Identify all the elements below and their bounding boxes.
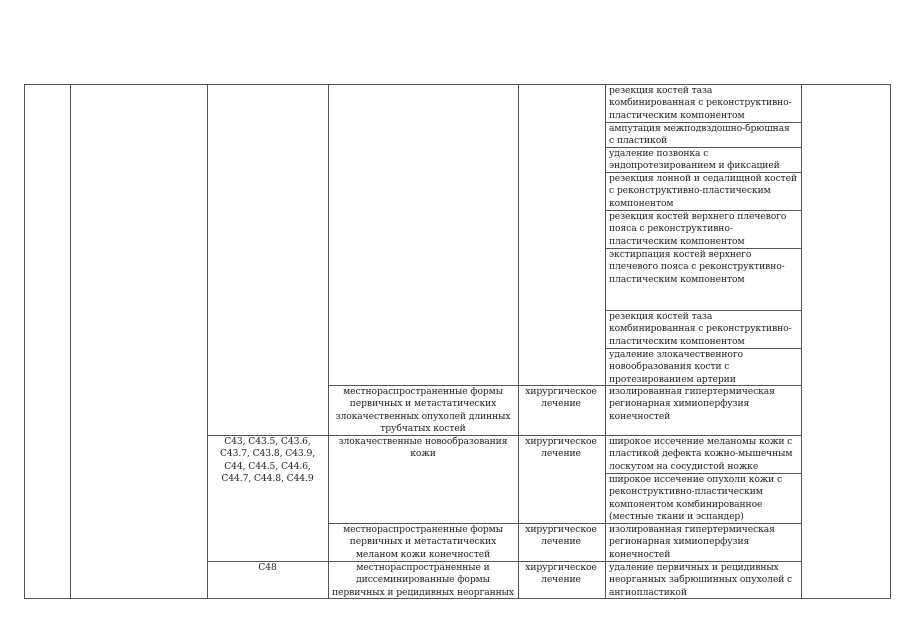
treatment-cell: хирургическое лечение [525, 436, 597, 460]
procedure-cell: экстирпация костей верхнего плечевого пояса с реконструктивно-пластическим компонентом [609, 249, 785, 285]
table-rule-vertical [605, 84, 606, 599]
procedure-cell: изолированная гипертермическая регионарная химиоперфузия конечностей [609, 524, 775, 560]
treatment-cell: хирургическое лечение [525, 524, 597, 548]
procedure-cell: удаление первичных и рецидивных неорганных забрюшинных опухолей с ангиопластикой [609, 562, 793, 598]
procedure-cell: резекция костей таза комбинированная с реконструктивно-пластическим компонентом [609, 311, 792, 347]
diagnosis-cell: злокачественные новообразования кожи [338, 436, 508, 460]
procedure-cell: ампутация межподвздошно-брюшная с пластикой [609, 123, 790, 147]
procedure-cell: широкое иссечение опухоли кожи с реконструктивно-пластическим компонентом комбинированное (местные ткани и эспандер) [609, 474, 783, 523]
procedure-cell: удаление позвонка с эндопротезированием и фиксацией [609, 148, 780, 172]
icd-codes-cell: C48 [258, 562, 277, 573]
procedure-cell: изолированная гипертермическая регионарная химиоперфузия конечностей [609, 386, 775, 422]
diagnosis-cell: местнораспространенные формы первичных и метастатических злокачественных опухолей длинных трубчатых костей [335, 386, 511, 435]
icd-codes-cell: C43, C43.5, C43.6, C43.7, C43.8, C43.9, C44, C44.5, C44.6, C44.7, C44.8, C44.9 [219, 436, 316, 485]
table-rule-horizontal [24, 598, 891, 599]
table-rule-vertical [801, 84, 802, 599]
treatment-cell: хирургическое лечение [525, 386, 597, 410]
table-rule-vertical [890, 84, 891, 599]
table-rule-vertical [518, 84, 519, 599]
procedure-cell: резекция костей таза комбинированная с реконструктивно-пластическим компонентом [609, 85, 792, 121]
procedure-cell: резекция костей верхнего плечевого пояса с реконструктивно-пластическим компонентом [609, 211, 787, 247]
diagnosis-cell: местнораспространенные формы первичных и метастатических меланом кожи конечностей [343, 524, 503, 560]
procedure-cell: широкое иссечение меланомы кожи с пластикой дефекта кожно-мышечным лоскутом на сосудистой ножке [609, 436, 793, 472]
table-rule-vertical [207, 84, 208, 599]
table-rule-vertical [328, 84, 329, 599]
procedure-cell: резекция лонной и седалищной костей с реконструктивно-пластическим компонентом [609, 173, 797, 209]
treatment-cell: хирургическое лечение [525, 562, 597, 586]
table-rule-vertical [70, 84, 71, 599]
table-rule-vertical [24, 84, 25, 599]
diagnosis-cell: местнораспространенные и диссеминированные формы первичных и рецидивных неорганных [332, 562, 514, 598]
procedure-cell: удаление злокачественного новообразования кости с протезированием артерии [609, 349, 743, 385]
